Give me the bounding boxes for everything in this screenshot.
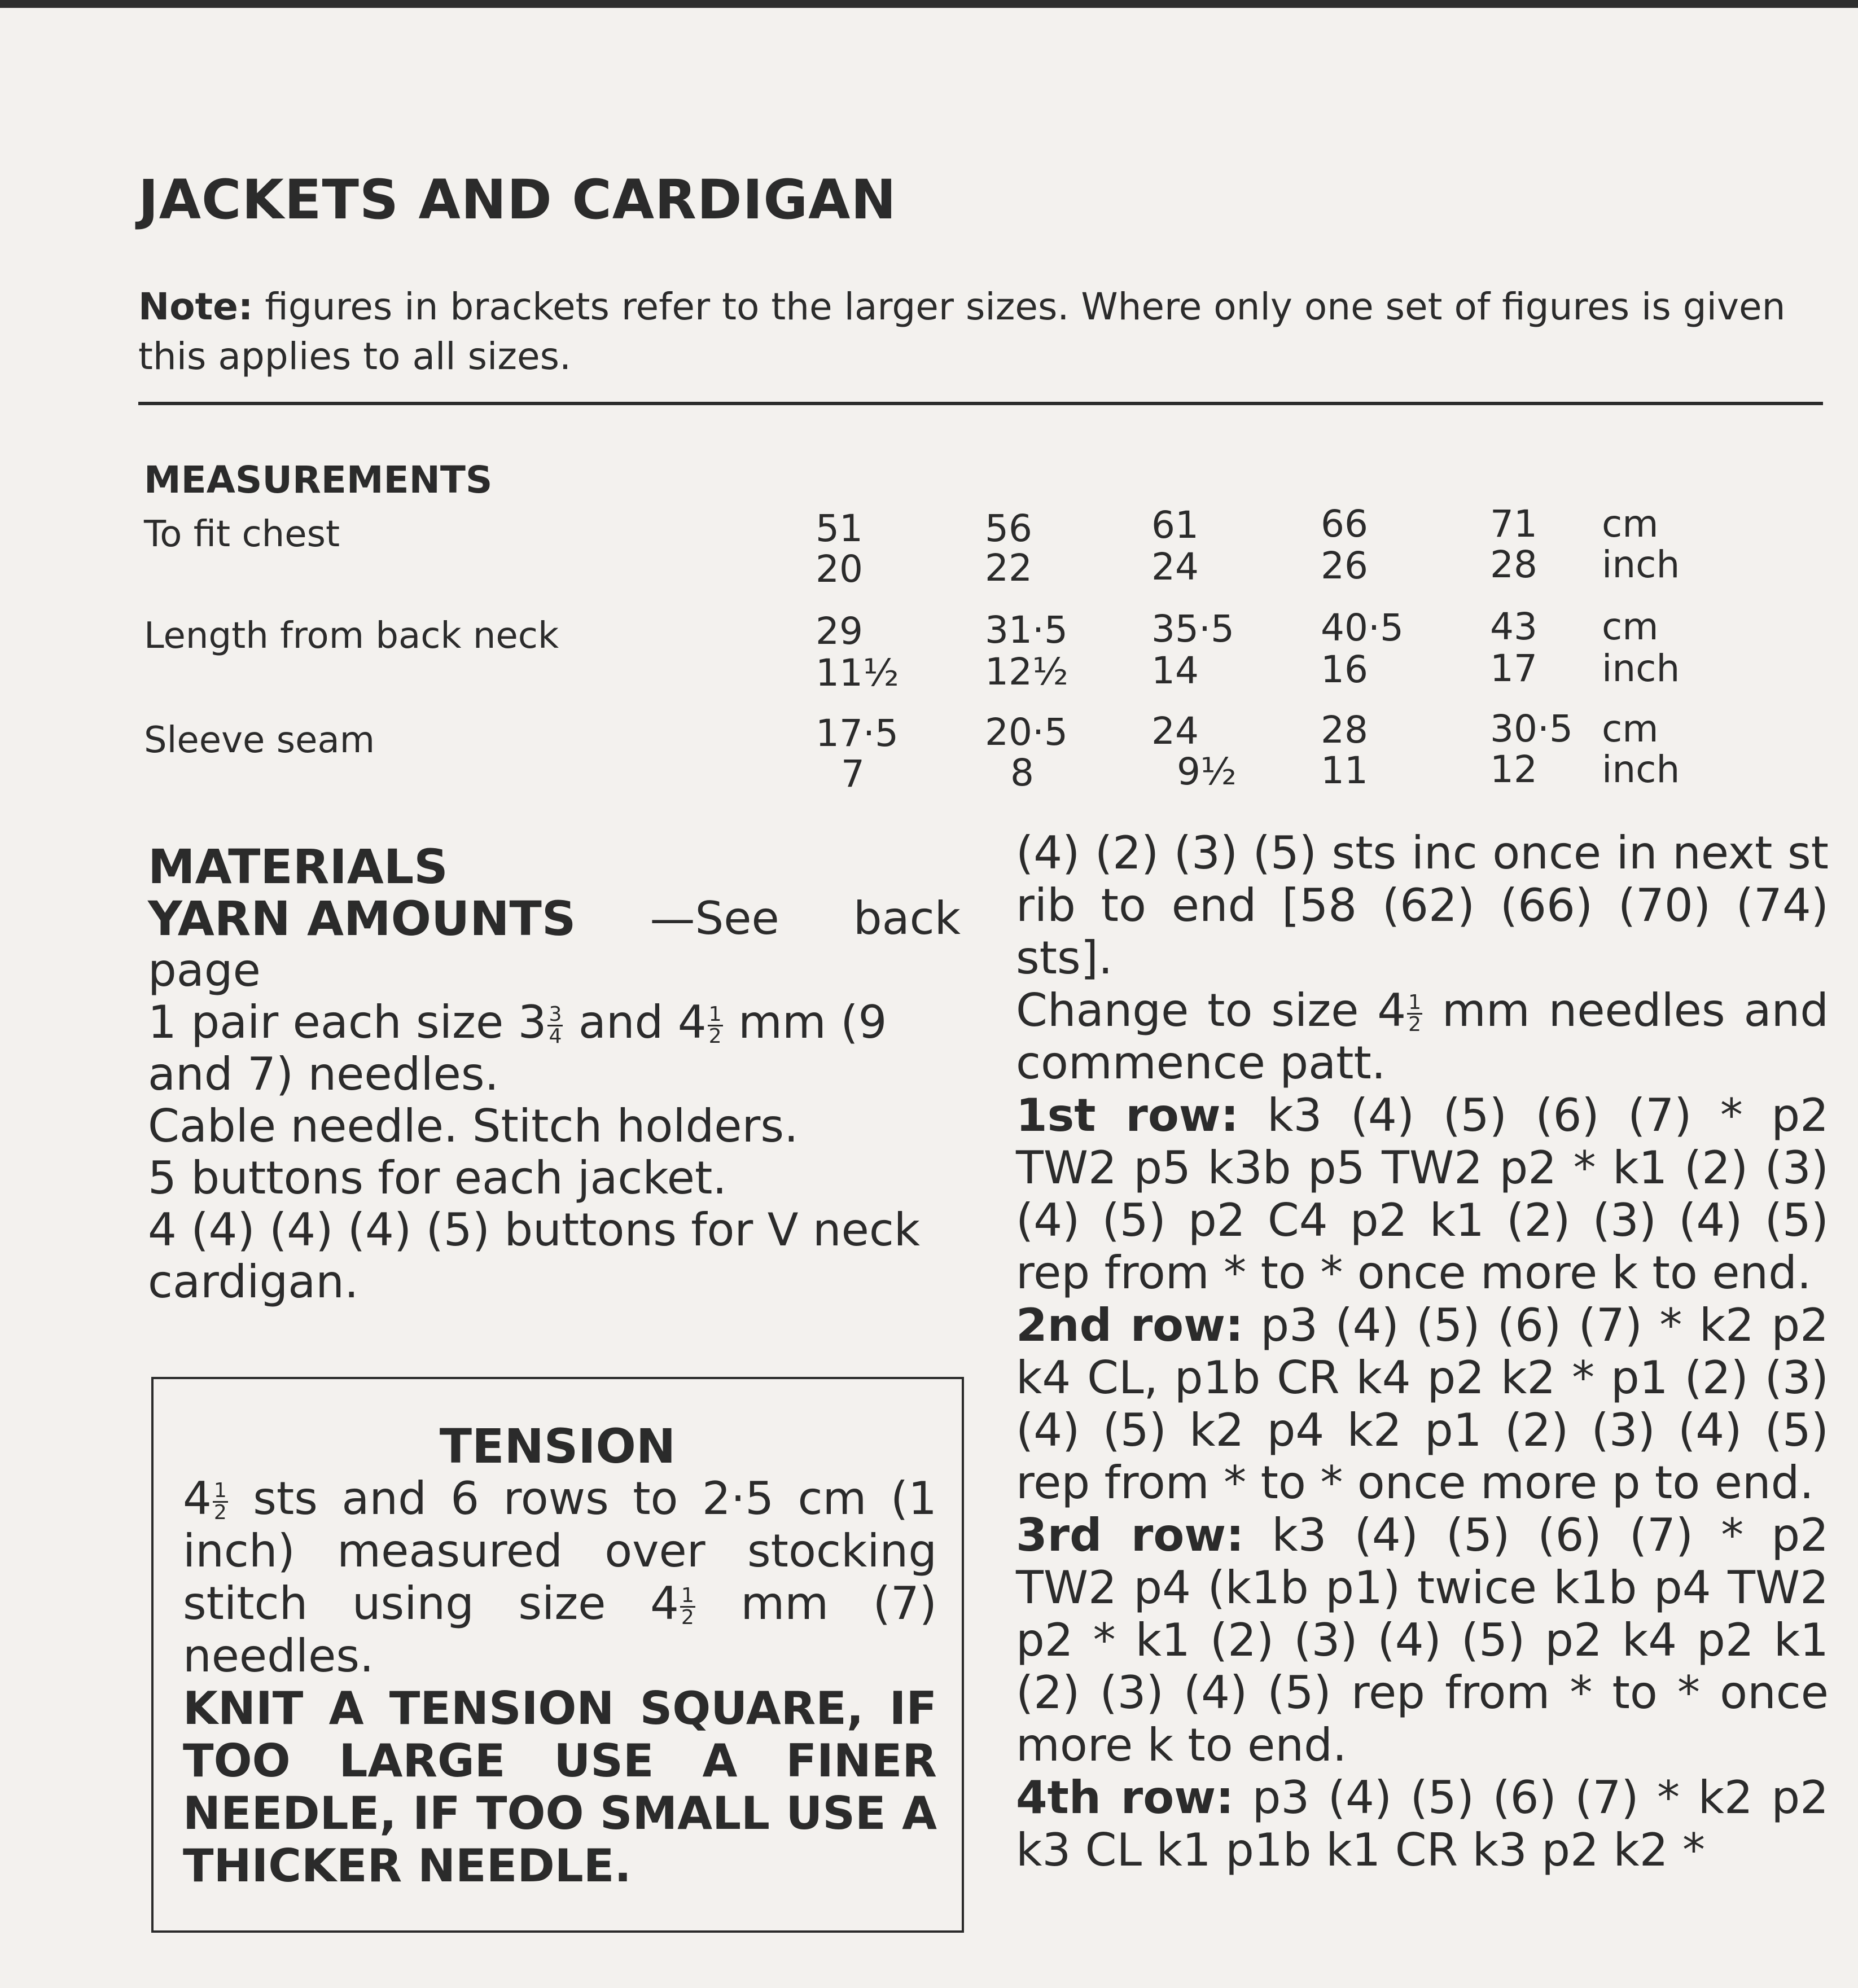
pattern-row-1 [1016, 1089, 1829, 1299]
change-text-b: mm needles and commence patt. [1016, 984, 1829, 1089]
measurement-cm-value: 61 [1151, 503, 1199, 547]
note-paragraph [138, 282, 1831, 381]
row-label: 2nd row: [1016, 1299, 1244, 1351]
fraction-numerator: 1 [213, 1478, 227, 1502]
jacket-buttons-line: 5 buttons for each jacket. [148, 1152, 727, 1204]
measurement-inch-value: 20 [816, 547, 863, 591]
materials-heading: MATERIALS [148, 839, 448, 894]
measurement-row-length [0, 605, 1858, 706]
fraction-half [680, 1583, 695, 1629]
fraction-numerator: 3 [549, 1002, 562, 1026]
measurement-cm-value: 40·5 [1321, 606, 1404, 649]
fraction-half [213, 1478, 228, 1524]
instructions-column [1016, 827, 1829, 1876]
measurement-cm-value: 28 [1321, 708, 1368, 752]
needles-text-c: mm (9 and 7) needles. [148, 996, 887, 1100]
yarn-amounts-heading: YARN AMOUNTS [148, 891, 576, 946]
measurement-cm-value: 24 [1151, 709, 1199, 753]
fraction-denominator: 2 [708, 1024, 722, 1048]
measurement-cm-value: 30·5 [1490, 707, 1573, 751]
measurement-inch-value: 24 [1151, 545, 1199, 589]
top-edge-bar [0, 0, 1858, 8]
fraction-three-quarter [547, 1004, 563, 1047]
page-title: JACKETS AND CARDIGAN [138, 168, 897, 231]
instructions-intro: (4) (2) (3) (5) sts inc once in next st rib to end [58 (62) (66) (70) (74) sts]. [1016, 827, 1829, 984]
pattern-row-4 [1016, 1771, 1829, 1876]
measurement-unit-inch: inch [1602, 543, 1680, 586]
pattern-row-3 [1016, 1509, 1829, 1771]
measurement-cm-value: 31·5 [985, 608, 1068, 652]
measurement-inch-value: 8 [1010, 751, 1034, 795]
measurement-inch-value: 11½ [816, 651, 899, 695]
measurement-label: Length from back neck [144, 615, 559, 657]
measurement-cm-value: 71 [1490, 502, 1537, 546]
measurement-inch-value: 16 [1321, 648, 1368, 691]
materials-section [148, 841, 961, 1308]
measurement-cm-value: 56 [985, 507, 1032, 550]
measurement-unit-inch: inch [1602, 748, 1680, 791]
needles-text-a: 1 pair each size 3 [148, 996, 547, 1048]
measurement-label: Sleeve seam [144, 719, 375, 761]
fraction-numerator: 1 [1408, 990, 1422, 1014]
tension-warning: KNIT A TENSION SQUARE, IF TOO LARGE USE A FINER NEEDLE, IF TOO SMALL USE A THICKER NEEDLE. [183, 1682, 937, 1892]
row-text: k3 (4) (5) (6) (7) * p2 TW2 p5 k3b p5 TW2 p2 * k1 (2) (3) (4) (5) p2 C4 p2 k1 (2) (3) (4) (5) rep from * to * once more k to end. [1016, 1089, 1829, 1299]
measurement-label: To fit chest [144, 514, 340, 555]
measurement-inch-value: 14 [1151, 649, 1199, 692]
measurement-unit-cm: cm [1602, 707, 1659, 751]
row-text: p3 (4) (5) (6) (7) * k2 p2 k3 CL k1 p1b k1 CR k3 p2 k2 * [1016, 1771, 1829, 1876]
measurement-cm-value: 66 [1321, 502, 1368, 546]
measurement-inch-value: 17 [1490, 647, 1537, 690]
yarn-back: back [853, 892, 961, 945]
measurement-inch-value: 12 [1490, 748, 1537, 791]
measurement-unit-cm: cm [1602, 605, 1659, 648]
tension-body [183, 1472, 937, 1892]
tension-box [151, 1377, 964, 1933]
fraction-denominator: 4 [549, 1024, 562, 1048]
yarn-see: —See [650, 892, 779, 945]
note-text: figures in brackets refer to the larger sizes. Where only one set of figures is given this applies to all sizes. [138, 285, 1786, 378]
measurement-row-chest [0, 502, 1858, 604]
pattern-row-2 [1016, 1299, 1829, 1509]
yarn-amounts-line [148, 893, 961, 945]
measurement-cm-value: 35·5 [1151, 607, 1234, 651]
measurement-cm-value: 29 [816, 609, 863, 653]
tension-text-c: mm (7) needles. [183, 1577, 937, 1682]
note-label: Note: [138, 285, 253, 328]
fraction-half [1407, 990, 1422, 1036]
row-label: 1st row: [1016, 1089, 1239, 1142]
fraction-numerator: 1 [708, 1002, 722, 1026]
measurement-unit-cm: cm [1602, 502, 1659, 546]
measurement-cm-value: 17·5 [816, 712, 899, 755]
instructions-change-needles [1016, 984, 1829, 1089]
fraction-denominator: 2 [681, 1605, 694, 1629]
fraction-numerator: 1 [681, 1583, 694, 1607]
measurement-inch-value: 11 [1321, 749, 1368, 792]
fraction-denominator: 2 [213, 1500, 227, 1524]
measurement-unit-inch: inch [1602, 647, 1680, 690]
measurements-heading: MEASUREMENTS [144, 458, 493, 502]
row-label: 3rd row: [1016, 1509, 1244, 1561]
divider-rule [138, 402, 1823, 405]
row-text: p3 (4) (5) (6) (7) * k2 p2 k4 CL, p1b CR k4 p2 k2 * p1 (2) (3) (4) (5) k2 p4 k2 p1 (2) (3) (4) (5) rep from * to * once more p to end. [1016, 1299, 1829, 1509]
measurement-inch-value: 26 [1321, 544, 1368, 587]
measurement-inch-value: 7 [841, 752, 865, 796]
measurement-inch-value: 28 [1490, 543, 1537, 586]
yarn-page: page [148, 944, 261, 997]
needles-line [148, 997, 961, 1100]
cardigan-buttons-line: 4 (4) (4) (4) (5) buttons for V neck cardigan. [148, 1204, 921, 1308]
measurement-cm-value: 43 [1490, 605, 1537, 648]
row-label: 4th row: [1016, 1771, 1234, 1824]
tension-text-b: sts and 6 rows to 2·5 cm (1 inch) measured over stocking stitch using size 4 [183, 1472, 937, 1630]
fraction-denominator: 2 [1408, 1012, 1422, 1036]
measurement-inch-value: 12½ [985, 650, 1068, 694]
measurement-cm-value: 20·5 [985, 710, 1068, 754]
measurement-inch-value: 22 [985, 546, 1032, 590]
change-text-a: Change to size 4 [1016, 984, 1406, 1037]
measurement-row-sleeve [0, 708, 1858, 810]
needles-text-b: and 4 [564, 996, 707, 1048]
cable-needle-line: Cable needle. Stitch holders. [148, 1100, 799, 1152]
fraction-half [708, 1004, 723, 1047]
measurement-cm-value: 51 [816, 507, 863, 550]
tension-heading: TENSION [439, 1419, 676, 1474]
measurement-inch-value: 9½ [1177, 750, 1237, 793]
row-text: k3 (4) (5) (6) (7) * p2 TW2 p4 (k1b p1) twice k1b p4 TW2 p2 * k1 (2) (3) (4) (5) p2 k4 p2 k1 (2) (3) (4) (5) rep from * to * once more k to end. [1016, 1509, 1829, 1771]
tension-text-a: 4 [183, 1472, 212, 1525]
